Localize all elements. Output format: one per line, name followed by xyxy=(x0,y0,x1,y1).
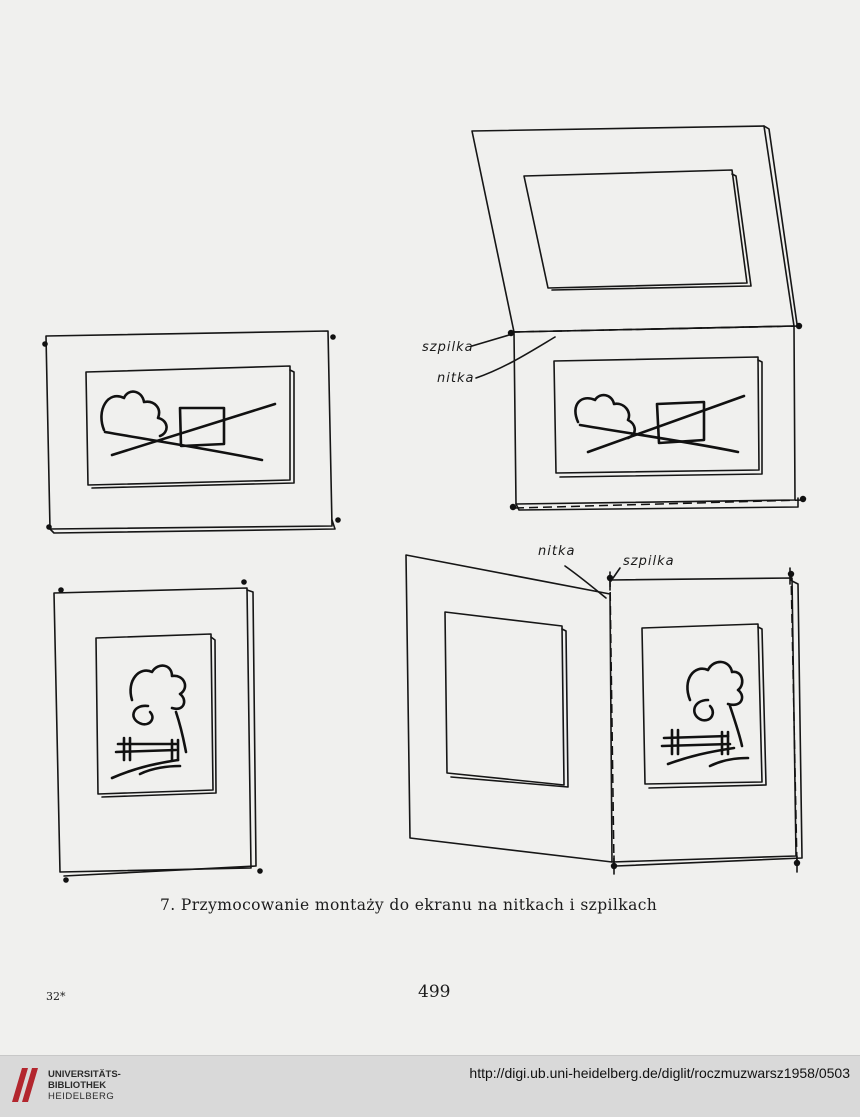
pin-label-bottom: szpilka xyxy=(623,554,675,569)
source-url-link[interactable]: http://digi.ub.uni-heidelberg.de/diglit/roczmuzwarsz1958/0503 xyxy=(469,1065,850,1081)
pin-label-top: szpilka xyxy=(422,340,474,355)
pin-dot xyxy=(611,863,617,869)
pin-dot xyxy=(58,587,64,593)
pin-dot xyxy=(241,579,247,585)
sheet-signature: 32* xyxy=(46,990,66,1003)
library-name-line: HEIDELBERG xyxy=(48,1091,115,1102)
library-name xyxy=(48,1069,121,1102)
thread-label-bottom: nitka xyxy=(538,544,576,559)
pin-dot xyxy=(800,496,806,502)
pin-dot xyxy=(63,877,69,883)
pin-dot xyxy=(46,524,52,530)
page-number: 499 xyxy=(418,982,451,1002)
pin-dot xyxy=(257,868,263,874)
pin-dot xyxy=(335,517,341,523)
pin-dot xyxy=(510,504,516,510)
portrait-hinged-mount-figure xyxy=(406,555,802,874)
library-footer-bar xyxy=(0,1055,860,1117)
pin-dot xyxy=(42,341,48,347)
landscape-mount-figure xyxy=(42,331,341,533)
pin-dot xyxy=(796,323,802,329)
figure-caption: 7. Przymocowanie montaży do ekranu na nitkach i szpilkach xyxy=(160,896,658,914)
thread-label-top: nitka xyxy=(437,371,475,386)
pin-dot xyxy=(788,571,794,577)
landscape-hinged-mount-figure xyxy=(472,126,806,510)
pin-dot xyxy=(794,860,800,866)
library-name-line: BIBLIOTHEK xyxy=(48,1080,107,1091)
portrait-mount-figure xyxy=(54,579,263,883)
library-name-line: UNIVERSITÄTS- xyxy=(48,1069,121,1080)
library-logo-icon xyxy=(8,1064,42,1104)
pin-dot xyxy=(330,334,336,340)
